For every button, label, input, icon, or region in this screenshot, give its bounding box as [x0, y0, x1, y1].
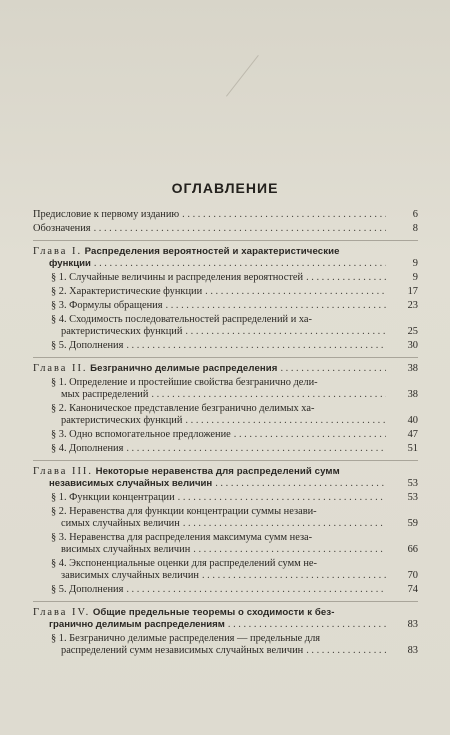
front-entry-text: Обозначения: [33, 223, 91, 234]
section-title: § 2. Неравенства для функции концентрации суммы незави-: [51, 506, 317, 517]
leader-dots: [178, 492, 386, 504]
page-title: ОГЛАВЛЕНИЕ: [171, 180, 279, 196]
leader-dots: [151, 389, 386, 401]
section-title: § 4. Сходимость последовательностей распределений и ха-: [51, 314, 312, 325]
section-title: § 2. Характеристические функции: [51, 286, 203, 297]
section-entry[interactable]: [33, 377, 418, 401]
section-title: § 1. Функции концентрации: [51, 492, 175, 503]
leader-dots: [280, 363, 386, 375]
page-number: 40: [407, 415, 418, 426]
section-title: § 1. Безгранично делимые распределения — предельные для: [51, 633, 321, 644]
chapter-label: Глава IV.: [33, 607, 91, 618]
leader-dots: [306, 272, 386, 284]
section-title: § 3. Формулы обращения: [51, 300, 163, 311]
chapter-heading[interactable]: [33, 246, 418, 270]
section-entry[interactable]: [33, 506, 418, 530]
section-divider: [33, 460, 418, 461]
section-line: [51, 340, 418, 352]
page-number: 9: [412, 258, 418, 269]
page-number: 17: [407, 286, 418, 297]
section-title-cont-line: [51, 415, 418, 427]
leader-dots: [182, 209, 386, 221]
page-number: 9: [412, 272, 418, 283]
chapter-title-cont: гранично делимым распределениям: [49, 619, 225, 630]
toc-entry[interactable]: [33, 223, 418, 235]
section-entry[interactable]: [33, 532, 418, 556]
page-number: 47: [407, 429, 418, 440]
page-number: 66: [407, 544, 418, 555]
page-number: 83: [407, 645, 418, 656]
section-line: [51, 492, 418, 504]
page-number: 70: [407, 570, 418, 581]
section-entry[interactable]: [33, 300, 418, 312]
page-number: 30: [407, 340, 418, 351]
chapter-title-cont: независимых случайных величин: [49, 478, 213, 489]
chapter-heading-line: [33, 246, 418, 258]
chapter-heading-line: [33, 466, 418, 478]
leader-dots: [94, 223, 386, 235]
leader-dots: [126, 340, 386, 352]
section-entry[interactable]: [33, 403, 418, 427]
section-title: § 4. Экспоненциальные оценки для распределений сумм не-: [51, 558, 317, 569]
page-number: 6: [412, 209, 418, 220]
leader-dots: [234, 429, 386, 441]
toc-entry[interactable]: [33, 209, 418, 221]
leader-dots: [193, 544, 386, 556]
leader-dots: [185, 326, 386, 338]
section-line: [51, 272, 418, 284]
section-divider: [33, 601, 418, 602]
section-title-cont-line: [51, 570, 418, 582]
front-entry-text: Предисловие к первому изданию: [33, 209, 180, 220]
section-divider: [33, 357, 418, 358]
section-divider: [33, 240, 418, 241]
chapter-heading-line: [33, 607, 418, 619]
toc-line: [33, 209, 418, 221]
chapter-title: Некоторые неравенства для распределений сумм: [95, 466, 340, 477]
leader-dots: [126, 584, 386, 596]
section-title-cont-line: [51, 645, 418, 657]
section-title-cont: висимых случайных величин: [61, 544, 191, 555]
page-number: 59: [407, 518, 418, 529]
leader-dots: [183, 518, 386, 530]
chapter-title-cont: функции: [49, 258, 91, 269]
section-entry[interactable]: [33, 286, 418, 298]
chapter-heading[interactable]: [33, 607, 418, 631]
leader-dots: [185, 415, 386, 427]
section-title-cont-line: [51, 389, 418, 401]
section-entry[interactable]: [33, 584, 418, 596]
section-entry[interactable]: [33, 633, 418, 657]
chapter-title: Распределения вероятностей и характеристические: [84, 246, 340, 257]
page-number: 51: [407, 443, 418, 454]
section-title: § 5. Дополнения: [51, 584, 124, 595]
section-title: § 1. Случайные величины и распределения вероятностей: [51, 272, 304, 283]
section-title-cont-line: [51, 326, 418, 338]
section-entry[interactable]: [33, 429, 418, 441]
section-entry[interactable]: [33, 558, 418, 582]
section-entry[interactable]: [33, 272, 418, 284]
chapter-heading[interactable]: [33, 363, 418, 375]
leader-dots: [166, 300, 386, 312]
page-number: 23: [407, 300, 418, 311]
chapter-title: Общие предельные теоремы о сходимости к без-: [92, 607, 335, 618]
section-title: § 5. Дополнения: [51, 340, 124, 351]
table-of-contents: [33, 209, 418, 659]
chapter-label: Глава I.: [33, 246, 83, 257]
section-entry[interactable]: [33, 314, 418, 338]
page-number: 74: [407, 584, 418, 595]
leader-dots: [126, 443, 386, 455]
section-title-cont-line: [51, 544, 418, 556]
section-title-cont: рактеристических функций: [61, 326, 183, 337]
chapter-heading-cont: [33, 478, 418, 490]
chapter-heading-line: [33, 363, 418, 375]
section-line: [51, 300, 418, 312]
page-number: 38: [407, 389, 418, 400]
section-entry[interactable]: [33, 443, 418, 455]
section-entry[interactable]: [33, 340, 418, 352]
chapter-heading-cont: [33, 258, 418, 270]
leader-dots: [228, 619, 386, 631]
section-title: § 3. Одно вспомогательное предложение: [51, 429, 231, 440]
page-number: 8: [412, 223, 418, 234]
leader-dots: [202, 570, 386, 582]
chapter-label: Глава III.: [33, 466, 93, 477]
leader-dots: [306, 645, 386, 657]
section-entry[interactable]: [33, 492, 418, 504]
chapter-heading[interactable]: [33, 466, 418, 490]
section-title-cont: рактеристических функций: [61, 415, 183, 426]
chapter-heading-cont: [33, 619, 418, 631]
section-line: [51, 443, 418, 455]
page-number: 83: [407, 619, 418, 630]
page-number: 25: [407, 326, 418, 337]
section-title: § 4. Дополнения: [51, 443, 124, 454]
leader-dots: [94, 258, 386, 270]
chapter-heading-text: [33, 363, 277, 375]
page-number: 53: [407, 478, 418, 489]
leader-dots: [215, 478, 386, 490]
section-line: [51, 429, 418, 441]
section-line: [51, 286, 418, 298]
section-title-cont: симых случайных величин: [61, 518, 180, 529]
page-number: 53: [407, 492, 418, 503]
section-title: § 3. Неравенства для распределения максимума сумм неза-: [51, 532, 313, 543]
toc-line: [33, 223, 418, 235]
section-title-cont: мых распределений: [61, 389, 149, 400]
section-title-cont: зависимых случайных величин: [61, 570, 199, 581]
section-title-cont-line: [51, 518, 418, 530]
paper-scratch: [226, 55, 259, 97]
section-title: § 1. Определение и простейшие свойства безгранично дели-: [51, 377, 318, 388]
section-line: [51, 584, 418, 596]
section-title: § 2. Каноническое представление безгранично делимых ха-: [51, 403, 315, 414]
section-title-cont: распределений сумм независимых случайных величин: [61, 645, 304, 656]
chapter-label: Глава II.: [33, 363, 88, 374]
leader-dots: [205, 286, 386, 298]
page-number: 38: [407, 363, 418, 374]
chapter-title: Безгранично делимые распределения: [90, 363, 278, 374]
